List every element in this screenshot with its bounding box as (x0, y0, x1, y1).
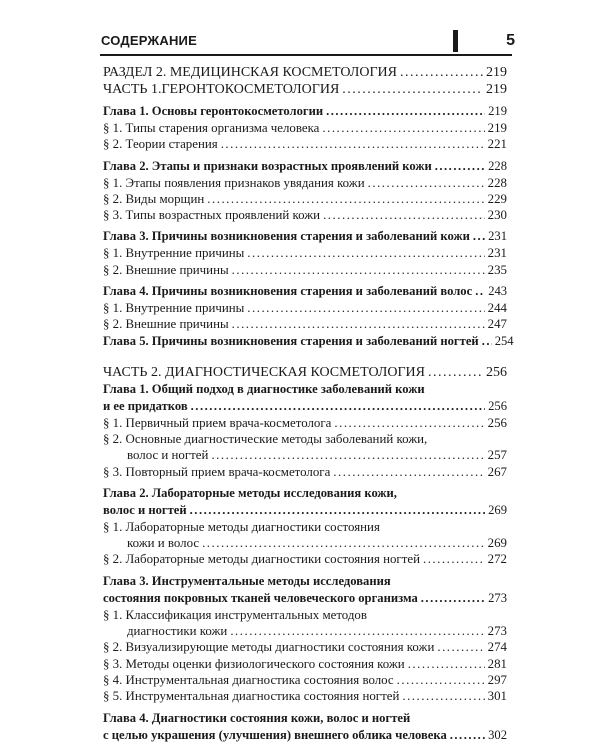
toc-chapter[interactable] (103, 485, 507, 519)
toc-entry-title: § 2. Виды морщин (103, 191, 205, 206)
toc-page-number: 256 (486, 364, 507, 380)
toc-page-number: 244 (487, 301, 507, 316)
toc-page-number: 228 (488, 158, 507, 173)
toc-entry-title-continued: и ее придатков (103, 398, 188, 413)
toc-entry-title: Глава 1. Общий подход в диагностике заболеваний кожи (103, 381, 425, 396)
toc-paragraph[interactable] (103, 415, 507, 431)
toc-entry-title: § 1. Этапы появления признаков увядания кожи (103, 175, 365, 190)
toc-paragraph[interactable] (103, 672, 507, 688)
toc-paragraph[interactable] (103, 639, 507, 655)
toc-chapter[interactable] (103, 103, 507, 120)
dot-leader (435, 158, 485, 175)
toc-paragraph[interactable] (103, 551, 507, 567)
toc-paragraph[interactable] (103, 519, 507, 552)
toc-paragraph[interactable] (103, 607, 507, 640)
dot-leader (247, 245, 484, 261)
dot-leader (423, 551, 485, 567)
toc-entry-title: § 1. Классификация инструментальных методов (103, 607, 367, 622)
dot-leader (207, 191, 484, 207)
toc-entry-title: § 2. Визуализирующие методы диагностики состояния кожи (103, 640, 435, 655)
dot-leader (202, 535, 485, 551)
toc-page-number: 243 (488, 284, 508, 299)
toc-entry-title: § 2. Внешние причины (103, 317, 229, 332)
toc-page-number: 230 (487, 208, 507, 223)
toc-entry-title: § 2. Внешние причины (103, 262, 229, 277)
dot-leader (421, 590, 485, 607)
toc-page-number: 301 (487, 689, 507, 704)
toc-entry-title-continued: с целью украшения (улучшения) внешнего облика человека (103, 727, 447, 742)
toc-paragraph[interactable] (103, 207, 507, 223)
toc-page-number: 302 (488, 727, 507, 742)
toc-page-number: 219 (487, 121, 507, 135)
toc-entry-title: § 1. Внутренние причины (103, 246, 245, 261)
toc-entry-title: Глава 2. Лабораторные методы исследования кожи, (103, 485, 397, 500)
toc-page-number: 257 (487, 448, 507, 463)
toc-page-number: 231 (488, 229, 507, 244)
toc-entry-title: § 1. Внутренние причины (103, 301, 245, 316)
dot-leader (333, 464, 484, 480)
toc-entry-title: РАЗДЕЛ 2. МЕДИЦИНСКАЯ КОСМЕТОЛОГИЯ (103, 65, 397, 80)
toc-paragraph[interactable] (103, 245, 507, 261)
dot-leader (334, 415, 484, 431)
toc-entry-title-continued: кожи и волос (127, 536, 200, 551)
dot-leader (247, 300, 484, 316)
toc-page-number: 219 (488, 104, 507, 118)
toc-paragraph[interactable] (103, 191, 507, 207)
toc-entry-title: Глава 4. Диагностики состояния кожи, волос и ногтей (103, 710, 411, 725)
toc-paragraph[interactable] (103, 688, 507, 704)
toc-entry-title: § 1. Первичный прием врача-косметолога (103, 415, 332, 430)
dot-leader (450, 727, 485, 744)
toc-entry-title: Глава 3. Инструментальные методы исследования (103, 573, 391, 588)
toc-chapter[interactable] (103, 710, 507, 744)
toc-entry-title: § 3. Методы оценки физиологического состояния кожи (103, 656, 405, 671)
toc-entry-title-continued: состояния покровных тканей человеческого организма (103, 590, 418, 605)
dot-leader (191, 398, 485, 415)
dot-leader (437, 639, 484, 655)
toc-chapter[interactable] (103, 228, 507, 245)
toc-page-number: 297 (487, 672, 507, 687)
toc-entry-title: § 2. Лабораторные методы диагностики состояния ногтей (103, 552, 420, 567)
dot-leader (232, 262, 485, 278)
dot-leader (211, 447, 484, 463)
toc-paragraph[interactable] (103, 120, 507, 136)
toc-entry-title-continued: волос и ногтей (103, 502, 187, 517)
toc-paragraph[interactable] (103, 431, 507, 464)
toc-page-number: 267 (487, 464, 507, 479)
toc-page-number: 273 (488, 590, 507, 605)
dot-leader (322, 120, 484, 136)
toc-entry-title: ЧАСТЬ 1.ГЕРОНТОКОСМЕТОЛОГИЯ (103, 82, 340, 97)
dot-leader (482, 333, 492, 350)
toc-page-number: 229 (487, 191, 507, 206)
toc-chapter[interactable] (103, 283, 507, 300)
toc-entry-title: Глава 3. Причины возникновения старения и заболеваний кожи (103, 229, 470, 244)
dot-leader (342, 81, 483, 98)
toc-entry-title: § 5. Инструментальная диагностика состояния ногтей (103, 689, 400, 704)
toc-paragraph[interactable] (103, 656, 507, 672)
dot-leader (326, 103, 485, 120)
dot-leader (323, 207, 485, 223)
toc-page-number: 221 (487, 137, 507, 152)
toc-entry-title: Глава 1. Основы геронтокосметологии (103, 104, 324, 118)
toc-page-number: 274 (487, 640, 507, 655)
toc-part-1[interactable] (103, 81, 507, 98)
toc-entry-title: § 2. Теории старения (103, 137, 218, 152)
dot-leader (475, 283, 485, 300)
toc-entry-title-continued: диагностики кожи (127, 624, 228, 639)
toc-page-number: 269 (487, 536, 507, 551)
toc-entry-title: § 2. Основные диагностические методы заболеваний кожи, (103, 431, 428, 446)
running-header-title: СОДЕРЖАНИЕ (101, 33, 197, 48)
toc-paragraph[interactable] (103, 316, 507, 332)
dot-leader (400, 64, 483, 81)
toc-page-number: 273 (487, 624, 507, 639)
dot-leader (232, 316, 485, 332)
toc-chapter[interactable] (103, 573, 507, 607)
toc-paragraph[interactable] (103, 136, 507, 152)
dot-leader (230, 623, 484, 639)
toc-page-number: 235 (487, 262, 507, 277)
toc-page-number: 219 (486, 65, 507, 80)
toc-paragraph[interactable] (103, 300, 507, 316)
toc-page-number: 269 (488, 502, 507, 517)
toc-page-number: 254 (494, 333, 514, 348)
toc-entry-title: Глава 4. Причины возникновения старения и заболеваний волос (103, 284, 473, 299)
toc-page-number: 247 (487, 317, 507, 332)
toc-entry-title: § 1. Типы старения организма человека (103, 121, 320, 135)
toc-entry-title-continued: волос и ногтей (127, 448, 209, 463)
toc-page-number: 272 (487, 552, 507, 567)
toc-chapter[interactable] (103, 333, 514, 350)
toc-page-number: 228 (487, 175, 507, 190)
toc-paragraph[interactable] (103, 262, 507, 278)
dot-leader (221, 136, 485, 152)
toc-section-2[interactable] (103, 64, 507, 81)
toc-entry-title: Глава 2. Этапы и признаки возрастных проявлений кожи (103, 158, 432, 173)
toc-chapter[interactable] (103, 381, 507, 415)
dot-leader (473, 228, 485, 245)
toc-entry-title: § 3. Типы возрастных проявлений кожи (103, 208, 321, 223)
toc-paragraph[interactable] (103, 464, 507, 480)
toc-page-number: 281 (487, 656, 507, 671)
toc-page-number: 256 (487, 415, 507, 430)
toc-chapter[interactable] (103, 158, 507, 175)
toc-entry-title: § 1. Лабораторные методы диагностики состояния (103, 519, 380, 534)
dot-leader (397, 672, 485, 688)
dot-leader (408, 656, 485, 672)
toc-entry-title: § 4. Инструментальная диагностика состояния волос (103, 672, 394, 687)
toc-page-number: 256 (488, 398, 507, 413)
header-marker-bar (453, 30, 458, 52)
toc-entry-title: Глава 5. Причины возникновения старения и заболеваний ногтей (103, 333, 479, 348)
toc-part-2[interactable] (103, 364, 507, 381)
page-number: 5 (506, 32, 515, 49)
toc-paragraph[interactable] (103, 175, 507, 191)
toc-entry-title: ЧАСТЬ 2. ДИАГНОСТИЧЕСКАЯ КОСМЕТОЛОГИЯ (103, 364, 426, 380)
dot-leader (190, 502, 485, 519)
dot-leader (402, 688, 484, 704)
table-of-contents (103, 64, 514, 744)
dot-leader (428, 364, 483, 381)
toc-page-number: 231 (487, 246, 507, 261)
running-header (100, 30, 515, 56)
toc-page-number: 219 (486, 82, 507, 97)
toc-entry-title: § 3. Повторный прием врача-косметолога (103, 464, 331, 479)
dot-leader (368, 175, 485, 191)
